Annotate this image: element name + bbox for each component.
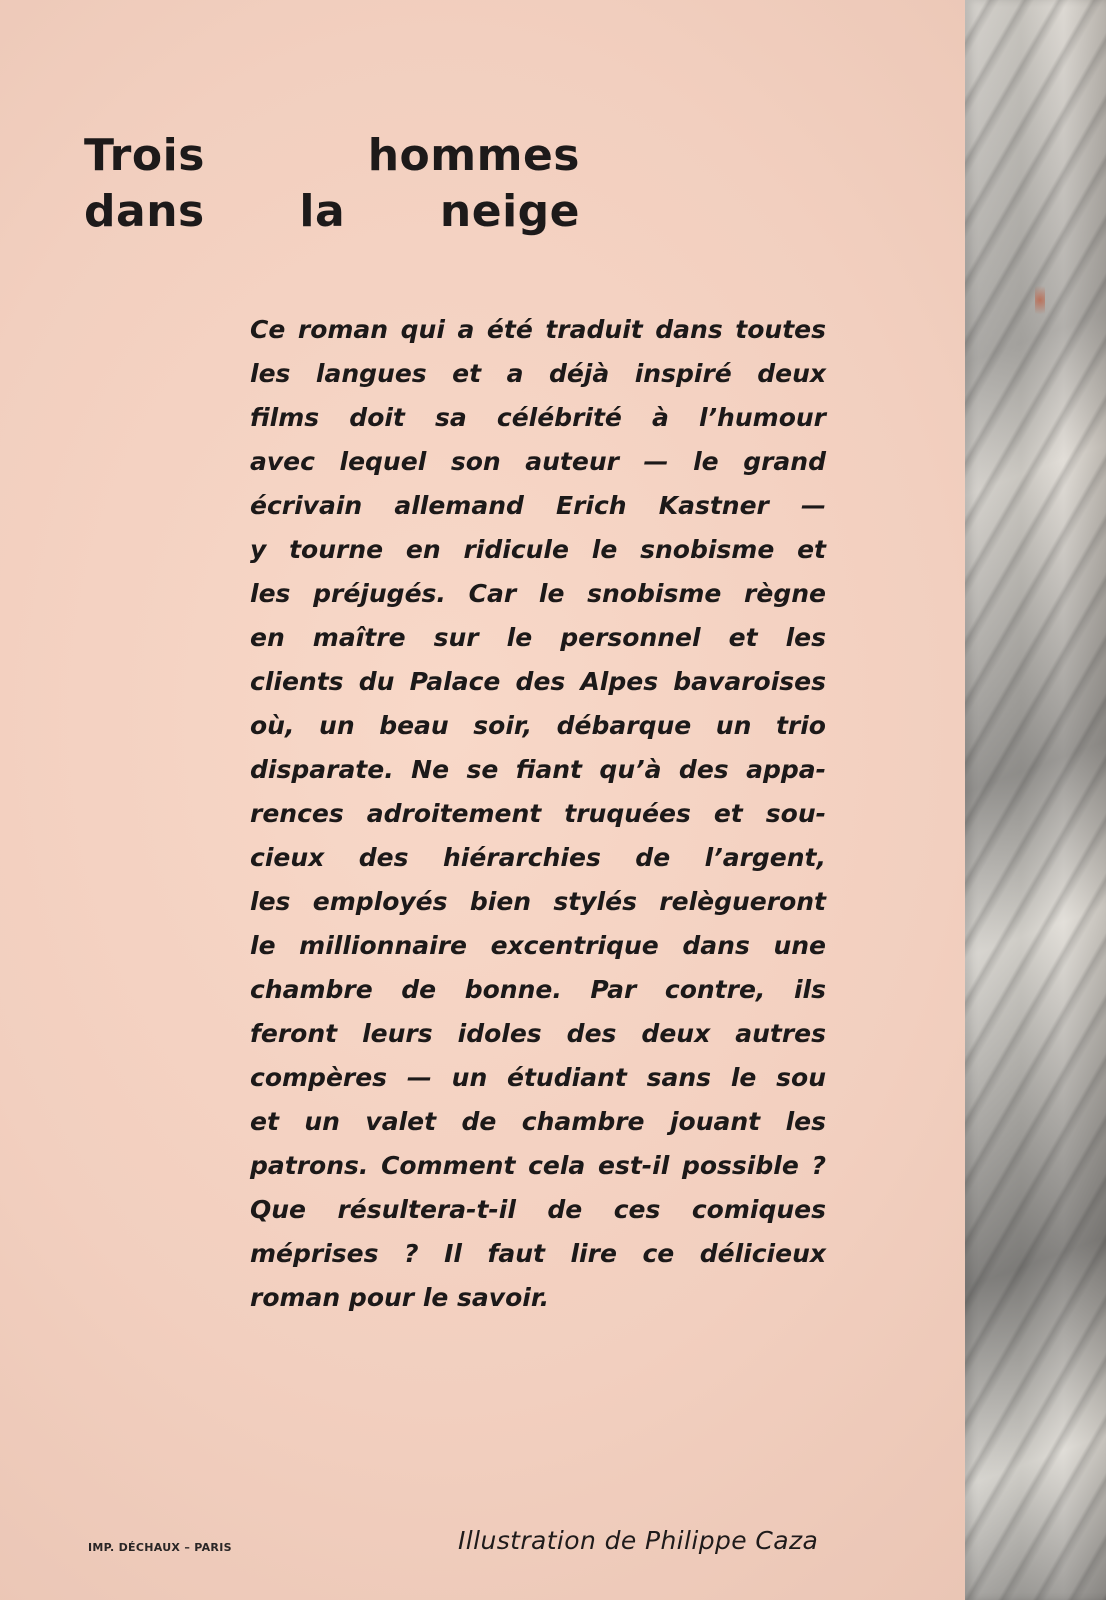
synopsis-line: patrons. Comment cela est-il possible ? bbox=[250, 1151, 826, 1180]
synopsis-line: Ce roman qui a été traduit dans toutes bbox=[250, 315, 826, 344]
synopsis-line: y tourne en ridicule le snobisme et bbox=[250, 535, 826, 564]
illustration-credit: Illustration de Philippe Caza bbox=[458, 1526, 819, 1555]
synopsis-line: écrivain allemand Erich Kastner — bbox=[250, 491, 826, 520]
book-title-line-2: dans la neige bbox=[84, 186, 580, 237]
cover-illustration-edge bbox=[965, 0, 1106, 1600]
synopsis-line: avec lequel son auteur — le grand bbox=[250, 447, 826, 476]
synopsis-line: feront leurs idoles des deux autres bbox=[250, 1019, 826, 1048]
synopsis-line: où, un beau soir, débarque un trio bbox=[250, 711, 826, 740]
synopsis-line: clients du Palace des Alpes bavaroises bbox=[250, 667, 826, 696]
synopsis-line: les employés bien stylés relègueront bbox=[250, 887, 826, 916]
synopsis-line: rences adroitement truquées et sou- bbox=[250, 799, 826, 828]
synopsis-line: cieux des hiérarchies de l’argent, bbox=[250, 843, 826, 872]
synopsis-line: compères — un étudiant sans le sou bbox=[250, 1063, 826, 1092]
synopsis-line: Que résultera-t-il de ces comiques bbox=[250, 1195, 826, 1224]
synopsis-line: les préjugés. Car le snobisme règne bbox=[250, 579, 826, 608]
synopsis-line: roman pour le savoir. bbox=[250, 1283, 550, 1312]
synopsis-line: chambre de bonne. Par contre, ils bbox=[250, 975, 826, 1004]
printer-imprint: IMP. DÉCHAUX – PARIS bbox=[88, 1541, 232, 1554]
book-title-line-1: Trois hommes bbox=[84, 130, 580, 181]
synopsis-line: films doit sa célébrité à l’humour bbox=[250, 403, 826, 432]
synopsis-line: les langues et a déjà inspiré deux bbox=[250, 359, 826, 388]
synopsis-line: disparate. Ne se fiant qu’à des appa- bbox=[250, 755, 826, 784]
synopsis-line: et un valet de chambre jouant les bbox=[250, 1107, 826, 1136]
synopsis-line: le millionnaire excentrique dans une bbox=[250, 931, 826, 960]
book-title bbox=[84, 128, 580, 240]
synopsis-line: méprises ? Il faut lire ce délicieux bbox=[250, 1239, 826, 1268]
synopsis-text bbox=[250, 308, 826, 1320]
synopsis-line: en maître sur le personnel et les bbox=[250, 623, 826, 652]
